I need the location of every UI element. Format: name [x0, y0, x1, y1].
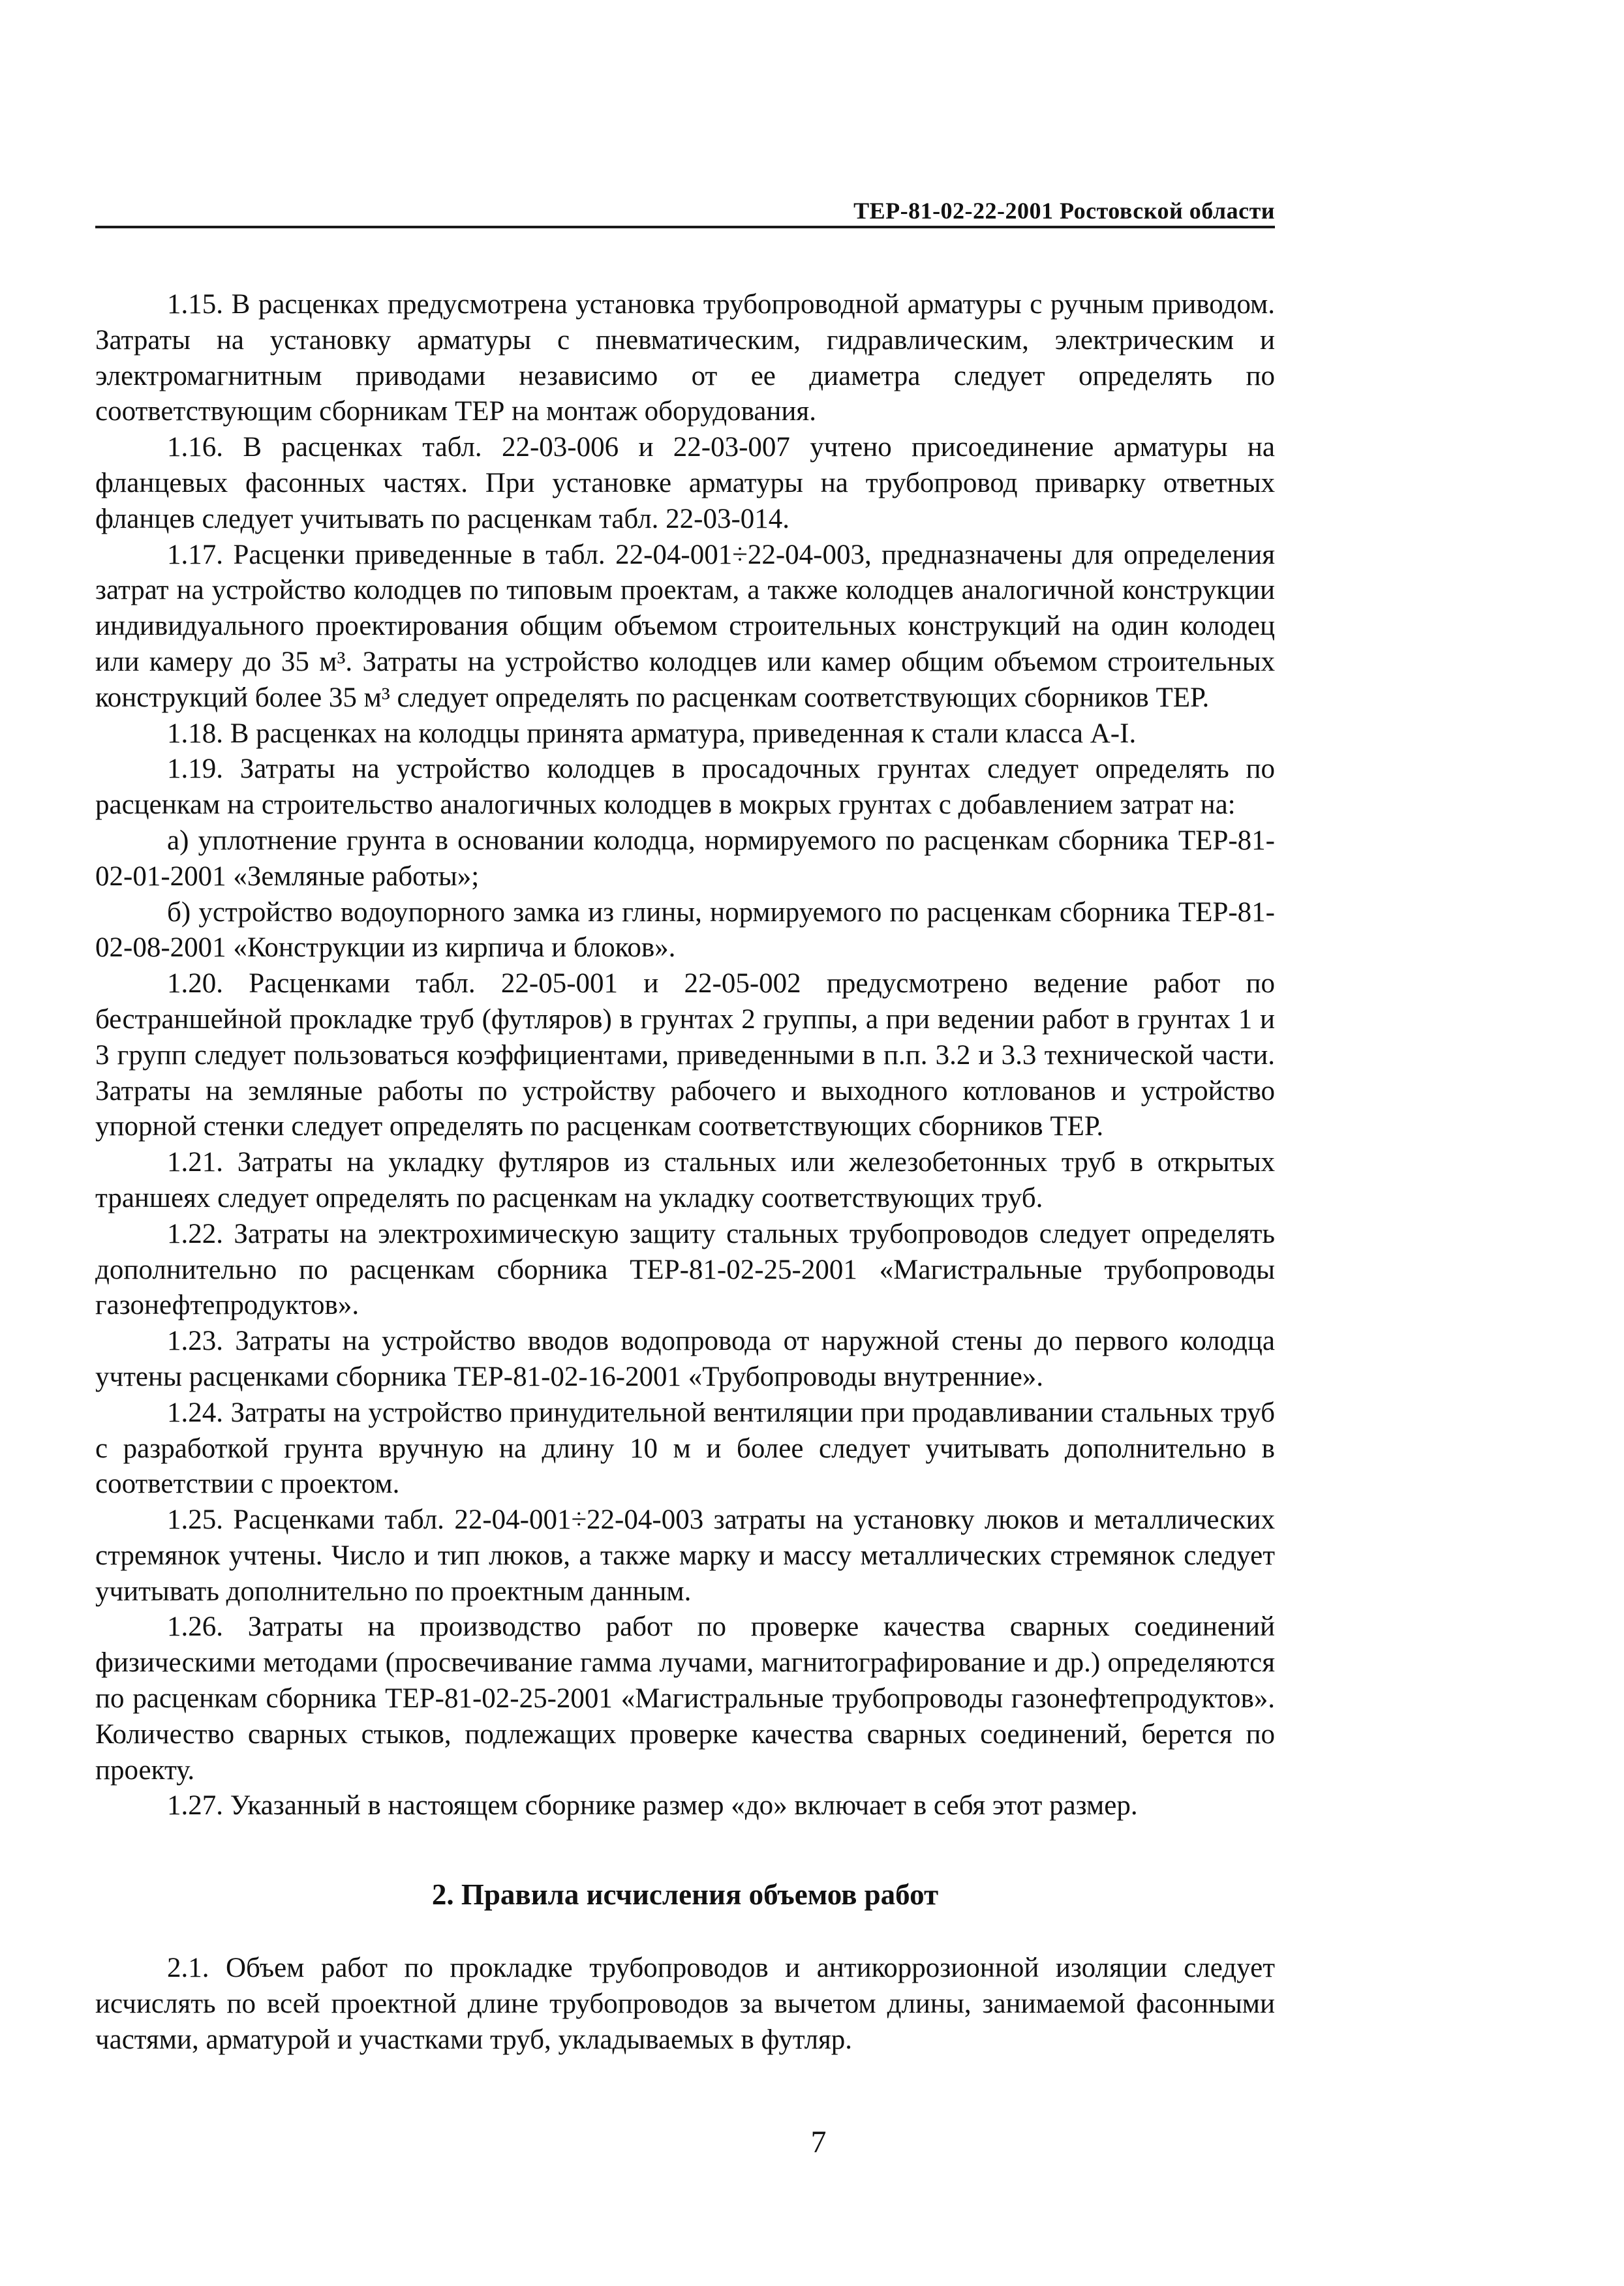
section-2-heading: 2. Правила исчисления объемов работ [431, 1878, 939, 1911]
paragraph-1-23: 1.23. Затраты на устройство вводов водопровода от наружной стены до первого колодца учтены расценками сборника ТЕР-81-02-16-2001 «Трубопроводы внутренние». [95, 1326, 1275, 1392]
paragraph-1-18: 1.18. В расценках на колодцы принята арматура, приведенная к стали класса А-I. [167, 718, 1137, 749]
paragraph-1-26: 1.26. Затраты на производство работ по проверке качества сварных соединений физическими методами (просвечивание гамма лучами, магнитографирование и др.) определяются по расценкам сборника ТЕР-81-02-25-2001 «Магистральные трубопроводы газонефтепродуктов». Количество сварных стыков, подлежащих проверке качества сварных соединений, берется по проекту. [95, 1611, 1275, 1786]
paragraph-1-25: 1.25. Расценками табл. 22-04-001÷22-04-003 затраты на установку люков и металлических стремянок учтены. Число и тип люков, а также марку и массу металлических стремянок следует учитывать дополнительно по проектным данным. [95, 1504, 1275, 1607]
page-number: 7 [810, 2125, 827, 2159]
paragraph-1-19-a: а) уплотнение грунта в основании колодца, нормируемого по расценкам сборника ТЕР-81-02-01-2001 «Земляные работы»; [95, 825, 1275, 892]
paragraph-1-17: 1.17. Расценки приведенные в табл. 22-04-001÷22-04-003, предназначены для определения затрат на устройство колодцев по типовым проектам, а также колодцев аналогичной конструкции индивидуального проектирования общим объемом строительных конструкций на один колодец или камеру до 35 м³. Затраты на устройство колодцев или камер общим объемом строительных конструкций более 35 м³ следует определять по расценкам соответствующих сборников ТЕР. [95, 539, 1275, 713]
paragraph-2-1: 2.1. Объем работ по прокладке трубопроводов и антикоррозионной изоляции следует исчислять по всей проектной длине трубопроводов за вычетом длины, занимаемой фасонными частями, арматурой и участками труб, укладываемых в футляр. [95, 1953, 1275, 2055]
running-header [95, 189, 1275, 228]
section-1-continued [95, 287, 1275, 1824]
paragraph-1-22: 1.22. Затраты на электрохимическую защиту стальных трубопроводов следует определять дополнительно по расценкам сборника ТЕР-81-02-25-2001 «Магистральные трубопроводы газонефтепродуктов». [95, 1218, 1275, 1321]
paragraph-1-15: 1.15. В расценках предусмотрена установка трубопроводной арматуры с ручным приводом. Затраты на установку арматуры с пневматическим, гидравлическим, электрическим и электромагнитным приводами независимо от ее диаметра следует определять по соответствующим сборникам ТЕР на монтаж оборудования. [95, 289, 1275, 427]
paragraph-1-24: 1.24. Затраты на устройство принудительной вентиляции при продавливании стальных труб с разработкой грунта вручную на длину 10 м и более следует учитывать дополнительно в соответствии с проектом. [95, 1397, 1275, 1500]
paragraph-1-21: 1.21. Затраты на укладку футляров из стальных или железобетонных труб в открытых траншеях следует определять по расценкам на укладку соответствующих труб. [95, 1147, 1275, 1213]
paragraph-1-19-b: б) устройство водоупорного замка из глины, нормируемого по расценкам сборника ТЕР-81-02-08-2001 «Конструкции из кирпича и блоков». [95, 896, 1275, 964]
section-2-body [95, 1951, 1275, 2058]
paragraph-1-16: 1.16. В расценках табл. 22-03-006 и 22-03-007 учтено присоединение арматуры на фланцевых фасонных частях. При установке арматуры на трубопровод приварку ответных фланцев следует учитывать по расценкам табл. 22-03-014. [95, 432, 1275, 534]
paragraph-1-20: 1.20. Расценками табл. 22-05-001 и 22-05-002 предусмотрено ведение работ по бестраншейной прокладке труб (футляров) в грунтах 2 группы, а при ведении работ в грунтах 1 и 3 групп следует пользоваться коэффициентами, приведенными в п.п. 3.2 и 3.3 технической части. Затраты на земляные работы по устройству рабочего и выходного котлованов и устройство упорной стенки следует определять по расценкам соответствующих сборников ТЕР. [95, 968, 1275, 1142]
paragraph-1-27: 1.27. Указанный в настоящем сборнике размер «до» включает в себя этот размер. [167, 1790, 1138, 1821]
header-doc-code: ТЕР-81-02-22-2001 Ростовской области [853, 198, 1275, 224]
paragraph-1-19: 1.19. Затраты на устройство колодцев в просадочных грунтах следует определять по расценкам на строительство аналогичных колодцев в мокрых грунтах с добавлением затрат на: [95, 754, 1275, 821]
